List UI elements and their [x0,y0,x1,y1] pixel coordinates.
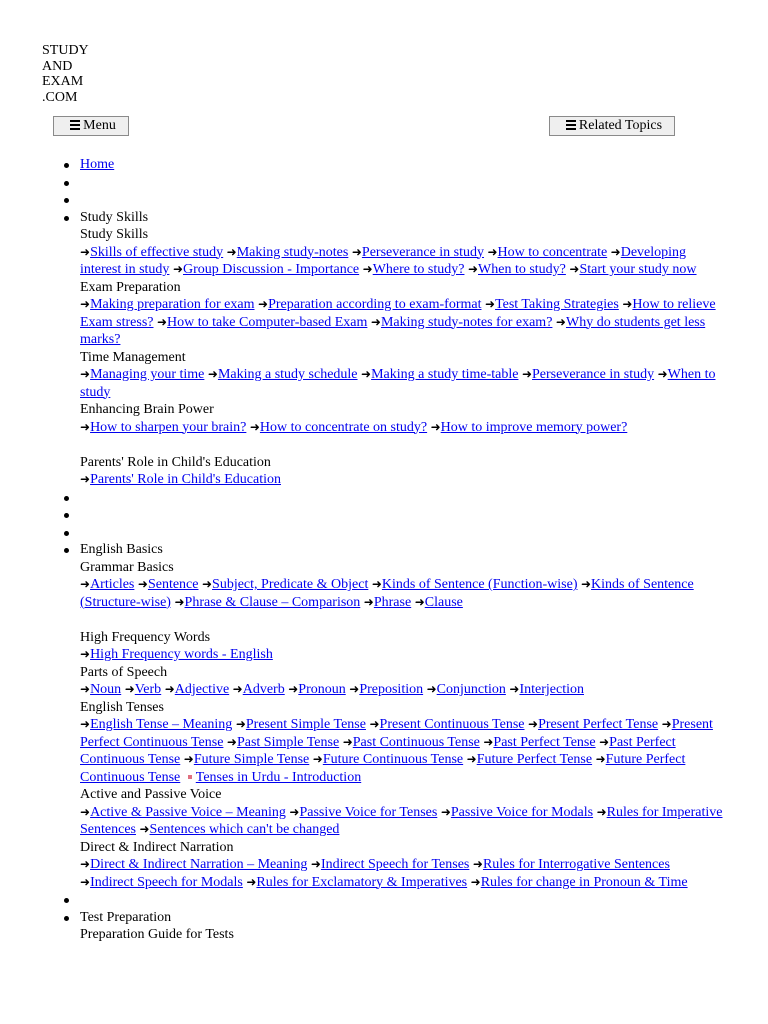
topic-link[interactable]: Why do students get less marks? [80,314,706,347]
right-arrow-icon: ➜ [80,717,91,731]
topic-link[interactable]: Managing your time [90,367,205,382]
topic-link[interactable]: When to study [80,367,716,400]
right-arrow-icon: ➜ [440,804,451,819]
topic-link[interactable]: Pronoun [298,682,346,697]
topic-link[interactable]: Perseverance in study [361,244,484,260]
right-arrow-icon: ➜ [555,314,566,329]
topic-link[interactable]: Phrase [373,594,412,610]
topic-link[interactable]: Tenses in Urdu - Introduction [195,769,362,785]
topic-link[interactable]: Past Perfect Tense [493,734,596,750]
topic-link[interactable]: Indirect Speech for Modals [90,874,243,890]
group-heading: Time Management [80,349,186,365]
related-topics-label: Related Topics [578,118,663,133]
right-arrow-icon: ➜ [466,752,477,766]
group-heading: Parts of Speech [80,664,168,680]
right-arrow-icon: ➜ [258,297,269,311]
right-arrow-icon: ➜ [622,297,633,311]
right-arrow-icon: ➜ [470,874,481,889]
topic-link[interactable]: Making a study schedule [217,367,358,382]
topic-link[interactable]: Indirect Speech for Tenses [320,857,470,872]
right-arrow-icon: ➜ [80,419,91,434]
right-arrow-icon: ➜ [80,857,91,871]
right-arrow-icon: ➜ [172,262,183,276]
hamburger-icon [566,118,576,132]
link-group [80,856,725,891]
topic-link[interactable]: Phrase & Clause – Comparison [184,594,361,610]
group-heading: English Tenses [80,699,164,715]
right-arrow-icon: ➜ [362,262,373,276]
nav-item-empty [0,191,768,209]
topic-link[interactable]: Kinds of Sentence (Structure-wise) [80,577,694,610]
nav-item-english-basics[interactable] [0,541,768,891]
topic-link[interactable]: How to sharpen your brain? [90,419,247,435]
topic-link[interactable]: Preposition [359,682,424,697]
topic-link[interactable]: Developing interest in study [80,244,687,277]
topic-link[interactable]: Clause [424,594,463,610]
nav-item-empty [0,506,768,524]
home-link[interactable]: Home [80,157,115,172]
right-arrow-icon: ➜ [80,472,91,486]
menu-button-label: Menu [83,118,116,133]
link-group [80,244,725,279]
right-arrow-icon: ➜ [349,682,360,696]
topic-link[interactable]: Adjective [174,682,230,697]
group-heading: Enhancing Brain Power [80,402,214,417]
group-heading: Parents' Role in Child's Education [80,454,271,470]
topic-link[interactable]: Skills of effective study [90,244,224,260]
right-arrow-icon: ➜ [661,717,672,731]
right-arrow-icon: ➜ [80,244,91,259]
topic-link[interactable]: Making a study time-table [371,367,519,382]
link-group [80,681,725,699]
right-arrow-icon: ➜ [80,367,91,381]
topic-link[interactable]: Rules for Exclamatory & Imperatives [256,874,468,890]
topic-link[interactable]: Direct & Indirect Narration – Meaning [90,857,308,872]
topic-link[interactable]: How to take Computer-based Exam [167,314,368,330]
topic-link[interactable]: Future Perfect Continuous Tense [80,752,686,785]
right-arrow-icon: ➜ [369,717,380,731]
topic-link[interactable]: Past Simple Tense [236,734,340,750]
link-group [80,366,725,401]
right-arrow-icon: ➜ [249,419,260,434]
right-arrow-icon: ➜ [467,262,479,276]
nav-item-study-skills[interactable] [0,209,768,489]
topic-link[interactable]: Rules for Imperative Sentences [80,804,723,837]
right-arrow-icon: ➜ [610,244,621,259]
right-arrow-icon: ➜ [183,752,194,766]
right-arrow-icon: ➜ [509,682,520,696]
right-arrow-icon: ➜ [139,822,150,836]
link-group [80,296,725,349]
link-group [80,646,725,664]
right-arrow-icon: ➜ [657,367,668,381]
test-preparation-submenu [80,926,725,944]
group-heading: Direct & Indirect Narration [80,839,234,855]
right-arrow-icon: ➜ [80,577,91,591]
right-arrow-icon: ➜ [124,682,135,696]
topic-link[interactable]: Subject, Predicate & Object [212,577,369,592]
nav-item-empty [0,174,768,192]
topic-link[interactable]: Passive Voice for Modals [450,804,594,820]
topic-link[interactable]: Sentence [147,577,199,592]
topic-link[interactable]: Passive Voice for Tenses [299,804,438,820]
topic-link[interactable]: How to concentrate [497,244,608,260]
topic-link[interactable]: Past Perfect Continuous Tense [80,734,676,767]
right-arrow-icon: ➜ [232,682,243,696]
right-arrow-icon: ➜ [289,804,300,819]
right-arrow-icon: ➜ [235,717,246,731]
right-arrow-icon: ➜ [472,857,483,871]
right-arrow-icon: ➜ [164,682,175,696]
right-arrow-icon: ➜ [312,752,323,766]
nav-item-home [0,156,768,174]
right-arrow-icon: ➜ [246,874,257,889]
group-heading: Active and Passive Voice [80,787,222,802]
spacer [80,436,725,454]
right-arrow-icon: ➜ [342,734,353,749]
topic-link[interactable]: Articles [90,577,135,592]
right-arrow-icon: ➜ [226,734,237,749]
topic-link[interactable]: Present Perfect Continuous Tense [80,717,713,750]
right-arrow-icon: ➜ [580,577,592,591]
topic-link[interactable]: Perseverance in study [532,367,655,382]
right-arrow-icon: ➜ [80,804,91,819]
right-arrow-icon: ➜ [521,367,533,381]
topic-link[interactable]: Making study-notes for exam? [380,314,553,330]
right-arrow-icon: ➜ [430,419,441,434]
topic-link[interactable]: Verb [134,682,162,697]
spacer [80,611,725,629]
topic-link[interactable]: Active & Passive Voice – Meaning [90,804,286,820]
right-arrow-icon: ➜ [370,314,381,329]
group-heading: Study Skills [80,227,149,242]
right-arrow-icon: ➜ [596,804,607,819]
topic-link[interactable]: English Tense – Meaning [90,717,233,732]
group-heading: High Frequency Words [80,629,211,645]
topic-link[interactable]: Future Perfect Tense [476,752,593,767]
nav-item-empty [0,489,768,507]
study-skills-submenu [80,226,725,489]
topic-link[interactable]: Present Continuous Tense [379,717,525,732]
topic-link[interactable]: Sentences which can't be changed [149,822,340,837]
right-arrow-icon: ➜ [485,297,496,311]
english-basics-submenu [80,559,725,892]
nav-title: Test Preparation [80,909,172,925]
topic-link[interactable]: Future Continuous Tense [322,752,464,767]
topic-link[interactable]: How to relieve Exam stress? [80,297,716,330]
topic-link[interactable]: Start your study now [579,262,697,277]
right-arrow-icon: ➜ [80,647,91,661]
topic-link[interactable]: When to study? [478,262,566,277]
link-group [80,576,725,611]
link-group [80,419,725,437]
topic-link[interactable]: Test Taking Strategies [495,297,619,312]
topic-link[interactable]: Preparation according to exam-format [268,297,482,312]
nav-item-empty [0,524,768,542]
topic-link[interactable]: How to improve memory power? [440,419,628,435]
square-bullet-icon [188,775,192,779]
main-nav [0,156,768,944]
topic-link[interactable]: Future Simple Tense [193,752,310,767]
right-arrow-icon: ➜ [426,682,437,696]
logo-line: AND [42,58,73,74]
hamburger-icon [70,118,80,132]
right-arrow-icon: ➜ [80,297,91,311]
topic-link[interactable]: How to concentrate on study? [259,419,428,435]
topic-link[interactable]: High Frequency words - English [90,647,273,662]
topic-link[interactable]: Present Simple Tense [245,717,366,732]
right-arrow-icon: ➜ [137,577,148,591]
menu-button[interactable] [53,116,129,136]
nav-title: English Basics [80,542,163,557]
topic-link[interactable]: Group Discussion - Importance [183,262,360,277]
group-heading: Preparation Guide for Tests [80,927,234,942]
site-logo[interactable] [42,43,89,105]
topic-link[interactable]: Rules for Interrogative Sentences [482,857,670,872]
topic-link[interactable]: Making preparation for exam [90,297,255,312]
logo-line: EXAM [42,74,84,89]
group-heading: Grammar Basics [80,559,174,575]
right-arrow-icon: ➜ [226,244,237,259]
right-arrow-icon: ➜ [595,752,606,766]
logo-line: .COM [42,89,78,105]
right-arrow-icon: ➜ [487,244,498,259]
right-arrow-icon: ➜ [414,594,425,609]
right-arrow-icon: ➜ [80,682,91,696]
right-arrow-icon: ➜ [207,367,218,381]
right-arrow-icon: ➜ [528,717,539,731]
link-group [80,471,725,489]
topic-link[interactable]: Kinds of Sentence (Function-wise) [381,577,578,592]
nav-item-empty [0,891,768,909]
right-arrow-icon: ➜ [174,594,185,609]
logo-line: STUDY [42,43,89,58]
group-heading: Exam Preparation [80,279,181,295]
nav-title: Study Skills [80,209,149,225]
right-arrow-icon: ➜ [371,577,382,591]
topic-link[interactable]: Present Perfect Tense [538,717,659,732]
right-arrow-icon: ➜ [569,262,580,276]
topic-link[interactable]: Adverb [242,682,285,697]
topic-link[interactable]: Rules for change in Pronoun & Time [480,874,688,890]
nav-item-test-preparation[interactable] [0,909,768,944]
right-arrow-icon: ➜ [156,314,168,329]
right-arrow-icon: ➜ [361,367,372,381]
topic-link[interactable]: Where to study? [372,262,465,277]
link-group [80,716,725,786]
right-arrow-icon: ➜ [599,734,610,749]
right-arrow-icon: ➜ [310,857,321,871]
topic-link[interactable]: Conjunction [436,682,506,697]
link-group [80,804,725,839]
topic-link[interactable]: Noun [90,682,122,697]
topic-link[interactable]: Making study-notes [236,244,349,260]
right-arrow-icon: ➜ [80,874,91,889]
right-arrow-icon: ➜ [483,734,494,749]
right-arrow-icon: ➜ [201,577,213,591]
topic-link[interactable]: Interjection [519,682,584,697]
right-arrow-icon: ➜ [288,682,299,696]
topic-link[interactable]: Past Continuous Tense [352,734,480,750]
related-topics-button[interactable] [549,116,675,136]
right-arrow-icon: ➜ [351,244,362,259]
topic-link[interactable]: Parents' Role in Child's Education [90,472,281,487]
right-arrow-icon: ➜ [363,594,374,609]
